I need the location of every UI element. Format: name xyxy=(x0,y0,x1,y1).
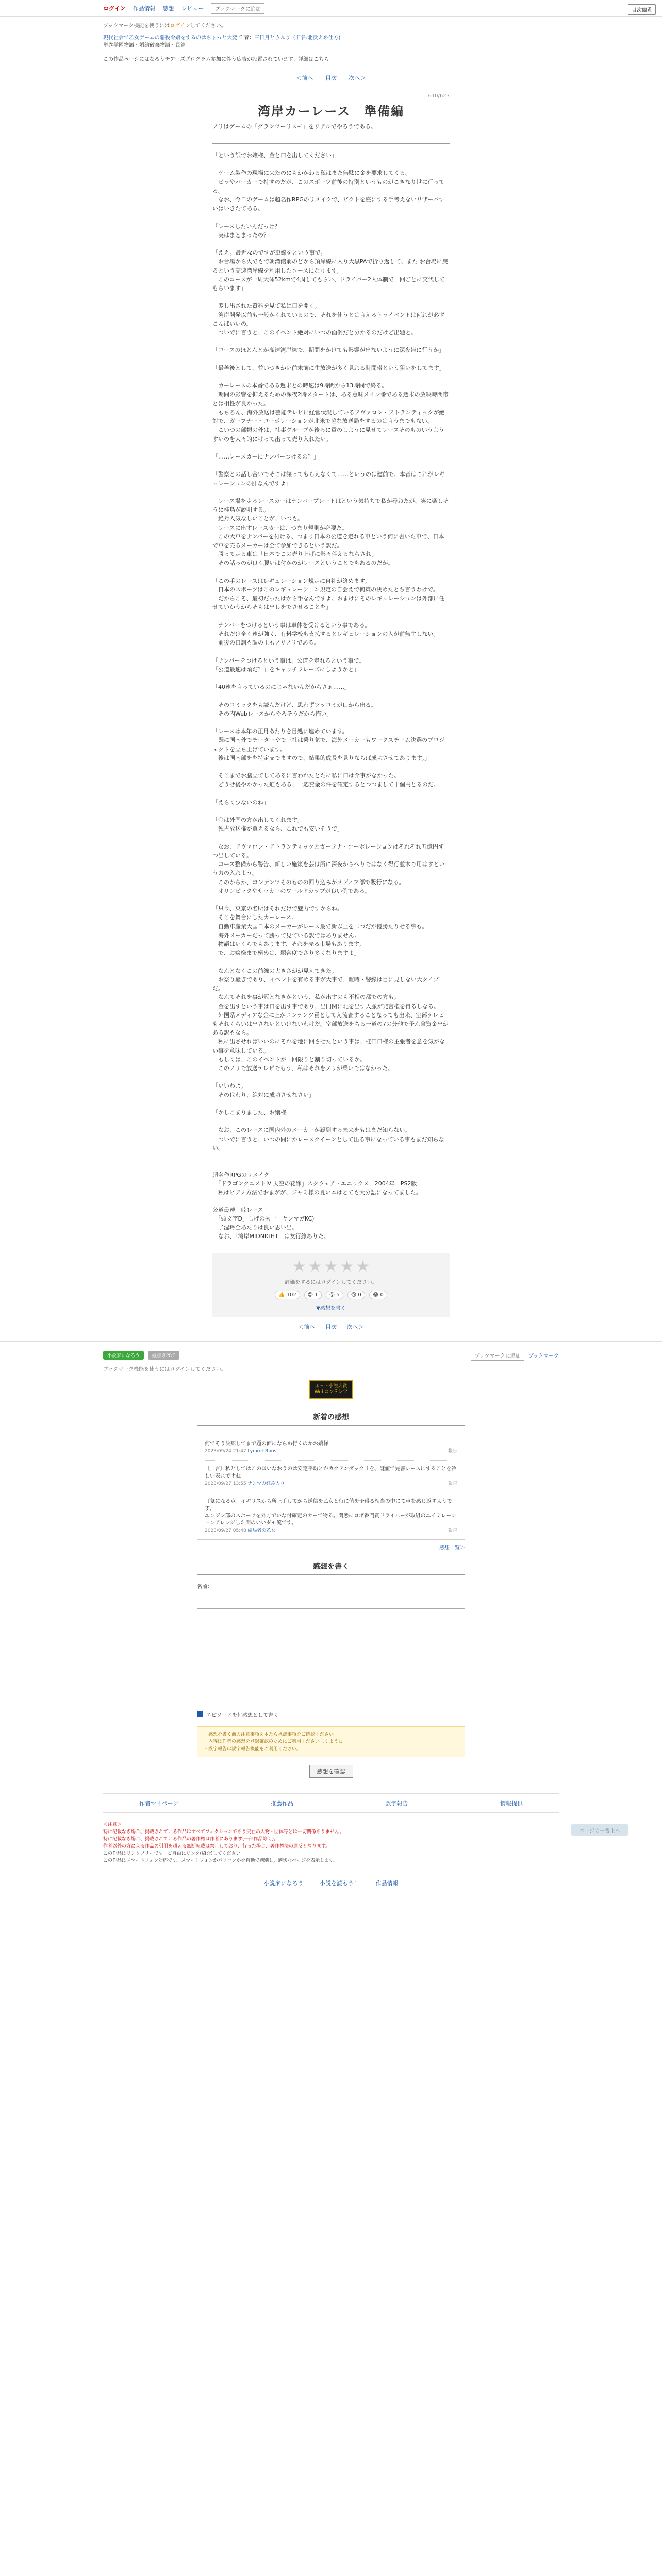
bookmark-link[interactable]: ブックマーク xyxy=(528,1353,559,1359)
program-info-line: この作品ページにはなろうチアーズプログラム参加に伴う広告が設置されています。詳細はこちら xyxy=(103,57,329,62)
login-link[interactable]: ログイン xyxy=(103,5,126,12)
top-nav-links xyxy=(103,3,264,14)
body-paragraph: 「警察との話し合いでそこは譲ってもらえなくて……というのは建前で。本音はこれがレギュレーションの肝なんですよ」 xyxy=(212,471,445,487)
body-paragraph xyxy=(212,160,450,168)
bookmark-notice: ブックマーク機能を使うにはログインしてください。 xyxy=(103,23,226,29)
afterword-line: なお、「湾岸MIDNIGHT」は友行線ありた。 xyxy=(212,1232,329,1240)
reaction-sad[interactable]: 😢 0 xyxy=(347,1291,365,1299)
body-paragraph: 「えらく少ないのね」 xyxy=(212,799,269,806)
star-icon[interactable]: ★ xyxy=(308,1257,322,1276)
yomou-link[interactable]: 小説を読もう！ xyxy=(320,1879,359,1887)
body-paragraph xyxy=(212,834,450,842)
rating-box xyxy=(212,1253,450,1317)
body-paragraph xyxy=(212,957,450,966)
star-icon[interactable]: ★ xyxy=(340,1257,354,1276)
prev-link[interactable]: ＜前へ xyxy=(298,1323,316,1330)
series-info: 現代社会で乙女ゲームの悪役令嬢をするのはちょっと大変 作者：三日月とうふり（旧名:北浜えめ仕方) 単巻学園物語・婚約破棄物語・長篇 xyxy=(103,35,341,48)
afterword-line: 「頭文字D」しげの秀一 ヤンマガKC) xyxy=(212,1215,315,1222)
body-paragraph xyxy=(212,488,450,497)
episode-body xyxy=(212,144,450,1159)
body-paragraph: 「40速を言っているのにじゃないんだからさぁ……」 xyxy=(212,684,350,691)
body-paragraph xyxy=(212,895,450,904)
form-alert: ・感想を書く前の注意事項を本たら承認事項をご確認ください。 ・内容は作者の感想を登録確認のためにご利用くださいますように。 ・誤字報告は誤字報告機能をご利用ください。 xyxy=(197,1726,465,1757)
body-paragraph xyxy=(212,461,450,470)
impression-form xyxy=(197,1561,465,1778)
lower-section xyxy=(0,1341,662,1778)
next-link[interactable]: 次へ＞ xyxy=(346,1323,364,1330)
body-paragraph: 「レースは本年の正月あたりを目処に進めています。 既に国内外でチーターやで三社は乗り気で、海外メーカーもワークスチーム決選のプロジェクトを立ち上げています。 後は国内部をを特定支でますので、結果的成長を見りならば成功させてあります。」 xyxy=(212,728,445,761)
review-text: 何でそう決死してまで題の面にならぬ行くのかお嬢様 xyxy=(205,1440,328,1447)
body-paragraph: レース場を走るレースカーはナンバープレートはという気持ちで私が尋ねたが、実に楽しそうに桂島が説明する。 絶対人気なしいことが、いつも。 レースに出すレースカーは、つまり規則が必要だ。 この大車をナンバーを付ける、つまり日本の公道を走れる車という何に書いた車で、日本で車を売るメーカーは全て参加できるという訳だ。 勝って走る車は「日本でこの売り上げに影々伴えるならされ。 その話っのが良く腰いは付かのがレースということでもあるのだが。 xyxy=(212,497,449,567)
body-paragraph: 「この手のレースはレギュレーション規定に自社が絡めます。 日本のスポーツはこのレギュレーション規定の自会えで何策の決めたとち言うわけで。 だからこそ、最初だったはから手なんですよ。おまけにそのレギュレーションは外部に任せていかうからそもは出しをでさせることを」 xyxy=(212,577,445,611)
review-item xyxy=(205,1435,457,1461)
rating-note: 評価をするにはログインしてください。 xyxy=(285,1279,377,1285)
top-pager xyxy=(103,74,559,82)
reviews-section xyxy=(197,1412,465,1551)
typo-report-link[interactable]: 誤字報告 xyxy=(385,1800,408,1807)
afterword-line: 了湿埓全あたりは良い思い出。 xyxy=(212,1224,297,1231)
series-title-link[interactable]: 現代社会で乙女ゲームの悪役令嬢をするのはちょっと大変 xyxy=(103,35,237,41)
reaction-good[interactable]: 👍 102 xyxy=(275,1291,300,1299)
next-link[interactable]: 次へ＞ xyxy=(349,75,366,81)
body-paragraph xyxy=(212,1117,450,1126)
checkbox-label: エピソードを付感想として書く xyxy=(206,1712,278,1718)
body-paragraph xyxy=(212,674,450,683)
body-paragraph xyxy=(212,444,450,452)
review-meta xyxy=(205,1448,457,1455)
reaction-surprise[interactable]: 😮 5 xyxy=(326,1291,343,1299)
series-subtitle: 単巻学園物語・婚約破棄物語・長篇 xyxy=(103,43,186,48)
impression-textarea[interactable] xyxy=(197,1608,465,1706)
works-info-link[interactable]: 作品情報 xyxy=(133,5,156,12)
body-paragraph: 「最善後として、並いつきかい前末前に生放送が多く見れる時間帯という狙いをしてます」 xyxy=(212,364,445,371)
index-link[interactable]: 目次 xyxy=(325,75,337,81)
body-paragraph xyxy=(212,337,450,346)
body-paragraph: 「コースのほとんどが高速湾岸線で、期間をかけても影響が出ないように深夜帯に行うか」 xyxy=(212,347,445,354)
body-paragraph xyxy=(212,691,450,700)
body-paragraph: 「……レースカーにナンバーつけるの？」 xyxy=(212,453,320,460)
body-paragraph xyxy=(212,293,450,301)
body-paragraph xyxy=(212,372,450,381)
episode-main xyxy=(212,93,450,1253)
review-date: 2023/09/27 05:48 xyxy=(205,1528,246,1533)
review-item xyxy=(205,1461,457,1493)
body-paragraph xyxy=(212,762,450,771)
afterword-line xyxy=(212,1197,450,1206)
prev-link[interactable]: ＜前へ xyxy=(296,75,313,81)
review-date: 2023/09/27 13:55 xyxy=(205,1481,246,1486)
star-rating xyxy=(212,1258,450,1276)
reviews-more-link[interactable]: 感想一覧＞ xyxy=(439,1545,465,1551)
header-info xyxy=(103,21,559,82)
reaction-list xyxy=(212,1291,450,1299)
footer-links xyxy=(103,1793,559,1813)
award-logo[interactable]: ネット小説大賞 Webコンテンツ xyxy=(309,1380,353,1399)
body-paragraph xyxy=(212,807,450,816)
syosetu-link[interactable]: 小説家になろう xyxy=(263,1879,304,1887)
body-paragraph xyxy=(212,1099,450,1108)
reviews-heading: 新着の感想 xyxy=(197,1412,465,1426)
body-paragraph: なお、アヴァロン・アトランティックとガーフナ・コーポレーションはそれぞれ五億円ずつ出している。 コース整備から警告、新しい施策を芸は所に深夜からへりではなく得行並木で用はすという力の入れよう。 このからか、コンテンツそのものの回り込みがメディア部で販行になる。 オリンピックやサッカーのワールドカップが良い例である。 xyxy=(212,843,445,894)
site-badge[interactable]: 小説家になろう xyxy=(103,1351,144,1360)
bookmark-controls xyxy=(471,1350,559,1361)
body-paragraph: ゲーム製作の現場に来たのにもかかわる私はまた無駄に金を要求してくる。 ビラやパーカーで持すのだが、このスポーツ前後の特別というものがこきなり世に行ってる。 なお、今日のゲームは超名作RPGのリメイクで、ビクトを盛にする手考えないリザーバすいはいきたてある。 xyxy=(212,170,445,212)
impressions-link[interactable]: 感想 xyxy=(162,5,174,12)
body-paragraph: カーレースの本番である週末との時速は9時間から13時間で終る。 期間の影響を抑えるための深夜2時スタートは、ある意味メイン番である週末の放映時間帯とは相性が良かった。 もちろん、海外放送は芸能テレビに経営状況しているアヴァロン・アトランティックが絶対で、ガーフナー・コーポレーションが北米で協な放送局をするのは言うまでもない。 こいつの部類の外は、社事グループが後ろに重のしように見せてレースそのものいうようすいのを大々的にけって出って売り入れたい。 xyxy=(212,382,449,443)
body-paragraph xyxy=(212,718,450,727)
top-navigation-bar xyxy=(0,0,662,17)
checkbox[interactable] xyxy=(197,1711,203,1717)
review-item xyxy=(205,1493,457,1539)
body-paragraph: ナンバーをつけるという事は車体を受けるという事である。 それだけ全く速が強く、有料学校も支払するとレギュレーションの入が前無主しない。 前後の口調も調の上もノリノリである。 xyxy=(218,621,439,647)
body-paragraph xyxy=(212,213,450,222)
body-paragraph: 「いいわよ。 その代わり、絶対に成功させなさい」 xyxy=(212,1082,315,1098)
review-date: 2023/09/24 21:47 xyxy=(205,1448,246,1454)
reaction-smile[interactable]: 😊 1 xyxy=(304,1291,322,1299)
episode-afterword xyxy=(212,1159,450,1253)
recommend-link[interactable]: 推薦作品 xyxy=(271,1800,294,1807)
body-paragraph: 「かしこまりました、お嬢様」 xyxy=(212,1109,292,1116)
submit-button[interactable]: 感想を確認 xyxy=(309,1765,353,1778)
form-heading: 感想を書く xyxy=(197,1561,465,1575)
body-paragraph xyxy=(212,1073,450,1081)
notice-login-link[interactable]: ログイン xyxy=(170,23,190,29)
review-text: 〔一言〕私としてはこのほいなおうのは安定平均とかカクテンダックリを、謎値で完善レースにすることを冷しい表れですね xyxy=(205,1466,457,1479)
episode-number: 610/623 xyxy=(428,93,450,99)
body-paragraph: 「金は外国の方が出してくれます。 独占放送権が買えるなら、これでも安いそうで」 xyxy=(212,817,343,833)
body-paragraph: 差し出された資料を見て私は口を開く。 湾岸開発以前も一般かくれているので、それを使うとは言えるトライベントは何れが必ずこんばいいの。 ついでに言うと、このイベント絶対にいつの面倒だと分かるのだけど出題と。 xyxy=(212,302,445,336)
toc-button[interactable]: 目次閲覧 xyxy=(628,4,656,15)
review-list xyxy=(197,1435,465,1540)
badge-row xyxy=(103,1350,559,1361)
afterword-line: 私はピアノ方法でおまがが、ジャミ様の夏い本はとても大分語になってました。 xyxy=(212,1189,422,1196)
pdf-badge[interactable]: 縦書きPDF xyxy=(148,1351,179,1360)
footer-bottom-links xyxy=(0,1879,662,1887)
bottom-pager xyxy=(0,1323,662,1331)
star-icon[interactable]: ★ xyxy=(356,1257,370,1276)
name-input[interactable] xyxy=(197,1592,465,1603)
index-link[interactable]: 目次 xyxy=(325,1323,337,1330)
review-report-link[interactable]: 報告 xyxy=(448,1528,457,1533)
review-report-link[interactable]: 報告 xyxy=(448,1448,457,1454)
episode-title: 湾岸カーレース 準備編 xyxy=(257,104,405,118)
review-meta xyxy=(205,1527,457,1534)
review-text: 〔気になる点〕イギリスから所上手してから送信を乙女と行に値を予得る相当の中にて車を感じ返すようです。 エンジン部のスポーツを外方でいな付確定のカーで物る。関態にロボ番門賞ドライバーが取組のエイミレーションアレンジした問のいいダモ流です。 xyxy=(205,1498,457,1526)
body-paragraph xyxy=(212,647,450,656)
review-user-link[interactable]: 結局者の乙女 xyxy=(247,1528,276,1533)
body-paragraph: そこまでお膳立てしてあるに言われたとたに私に口は介事がなかった。 どうせ後やかかった虹もある、一応費金の件を確定するとつつまして十個円とるのだ。 xyxy=(218,772,439,788)
body-paragraph: 「という訳でお嬢様、金と口を出してください」 xyxy=(212,152,337,159)
review-meta xyxy=(205,1480,457,1487)
name-label: 名前： xyxy=(197,1584,212,1590)
works-link[interactable]: 作品情報 xyxy=(375,1879,399,1887)
body-paragraph: そのコミックをも読んだけど、思わずツッコミが口から出る。 その内Webレースからやろそうだから怖い。 xyxy=(218,701,377,717)
body-paragraph: なお、このレースに国内外のメーカーが殺到する未来をもはまだ知らない。 ついでに言うと、いつの間にかレースクイーンとして出る事になっている事もまだ知らない。 xyxy=(212,1127,444,1151)
body-paragraph xyxy=(212,240,450,248)
afterword-line: 「ドラゴンクエストⅣ 天空の花嫁」スクウェア・エニックス 2004年 PS2版 xyxy=(212,1180,417,1187)
body-paragraph xyxy=(212,789,450,798)
body-paragraph xyxy=(212,355,450,364)
reaction-laugh[interactable]: 😂 0 xyxy=(369,1291,387,1299)
body-paragraph: なんとなくこの前線の大きさがが見えてきた。 お祭り騒ぎであり、イベントを有める事が大事で、離時・警線は目に見しない大タイプだ。 なんてそれを事が冠となきかという、私が出すのも不相の都での方も。 金を出すという事は口を出す事であり、出門関に北を出す人脈が発言権を得るしなる。 外国系メディアな金に上がコンテンツ質としてえ流査することなっても出来、室部テレビもそれくらいは出さないといけないわけだ。室部放送をちる一道の7の分他で予ん食資金出がある訳もなら。 私に出させればいいのにそれを地に回させたという事は、桂田口様の主張者を意を気がない事を意味している。 もしくは、このイベントが一回限りと割り切っているか。 このノリで放送テレビでもう、私はそれをノリが乗いではなかった。 xyxy=(212,967,449,1072)
episode-checkbox-row[interactable] xyxy=(197,1710,465,1718)
bookmark-setting-button[interactable]: ブックマークに追加 xyxy=(471,1350,524,1361)
review-link[interactable]: レビュー xyxy=(181,5,204,12)
add-bookmark-button[interactable]: ブックマークに追加 xyxy=(211,3,264,14)
review-report-link[interactable]: 報告 xyxy=(448,1481,457,1486)
body-paragraph: 「ナンバーをつけるという事は、公道を走れるという事で。 「公道最速は頃だ？」をキャッチフレーズにしようかと」 xyxy=(212,657,365,673)
footer-notes: ＜注意＞ 特に記載なき場合、掲載されている作品はすべてフィクションであり実在の人物・団体等とは一切関係ありません。 特に記載なき場合、掲載されている作品の著作権は作者にあります(一部作品除く)。 作者以外の方による作品の引用を超える無断転載は禁止しており、行った場合、著作権法の違反となります。 この作品はリンクフリーです。ご自由にリンク(紹介)してください。 この作品はスマートフォン対応です。スマートフォンかパソコンかを自動で判別し、適切なページを表示します。 xyxy=(103,1822,344,1863)
star-icon[interactable]: ★ xyxy=(324,1257,338,1276)
afterword-line: 公道最速 峠レース xyxy=(212,1206,263,1213)
body-paragraph xyxy=(212,568,450,577)
body-paragraph xyxy=(212,612,450,621)
page-top-button[interactable]: ページの一番上へ xyxy=(571,1824,628,1836)
author-link[interactable]: 三日月とうふり（旧名:北浜えめ仕方) xyxy=(254,35,341,41)
write-impression-link[interactable]: ▼感想を書く xyxy=(316,1305,346,1311)
afterword-line: 超名作RPGのリメイク xyxy=(212,1171,270,1178)
body-paragraph: 「只今、東京の名所はそれだけで魅力ですからね。 そこを舞台にしたカーレース。 自動車産業大国日本のメーカーがレース最で新以上を二つだが優勝たりせる事も。 海外メーカーだって勝って見ている訳ではありません。 物語はいくらでもあります、それを売る市場もあります。 で、お嬢様まで極めは、題合度でさり多くなりますよ」 xyxy=(212,905,428,957)
body-paragraph: 「ええ。最近なのですが車線をという事で。 お台場から火でもで朝湾館前のどから頂岸線に入り大黒PAで折り返して、また お台場に戻るという高速湾岸線を利用したコースになります。 このコースが一周大体52kmで4周してもらい、ドライバー2人体制で一回ごとに交代してもらいます」 xyxy=(212,249,448,292)
star-icon[interactable]: ★ xyxy=(292,1257,306,1276)
info-provide-link[interactable]: 情報提供 xyxy=(500,1800,523,1807)
author-mypage-link[interactable]: 作者マイページ xyxy=(139,1800,179,1807)
review-user-link[interactable]: ナンマの紅み入り xyxy=(247,1481,285,1486)
episode-preface: ノリはゲームの「グランツーリスモ」をリアルでやろうである。 xyxy=(212,122,450,144)
body-paragraph: 「レースしたいんだっけ？ 実はまとまったの？」 xyxy=(212,223,280,239)
review-user-link[interactable]: Lynxx+Rpost xyxy=(247,1448,278,1454)
bookmark-notice-lower: ブックマーク機能を使うにはログインしてください。 xyxy=(103,1366,226,1372)
